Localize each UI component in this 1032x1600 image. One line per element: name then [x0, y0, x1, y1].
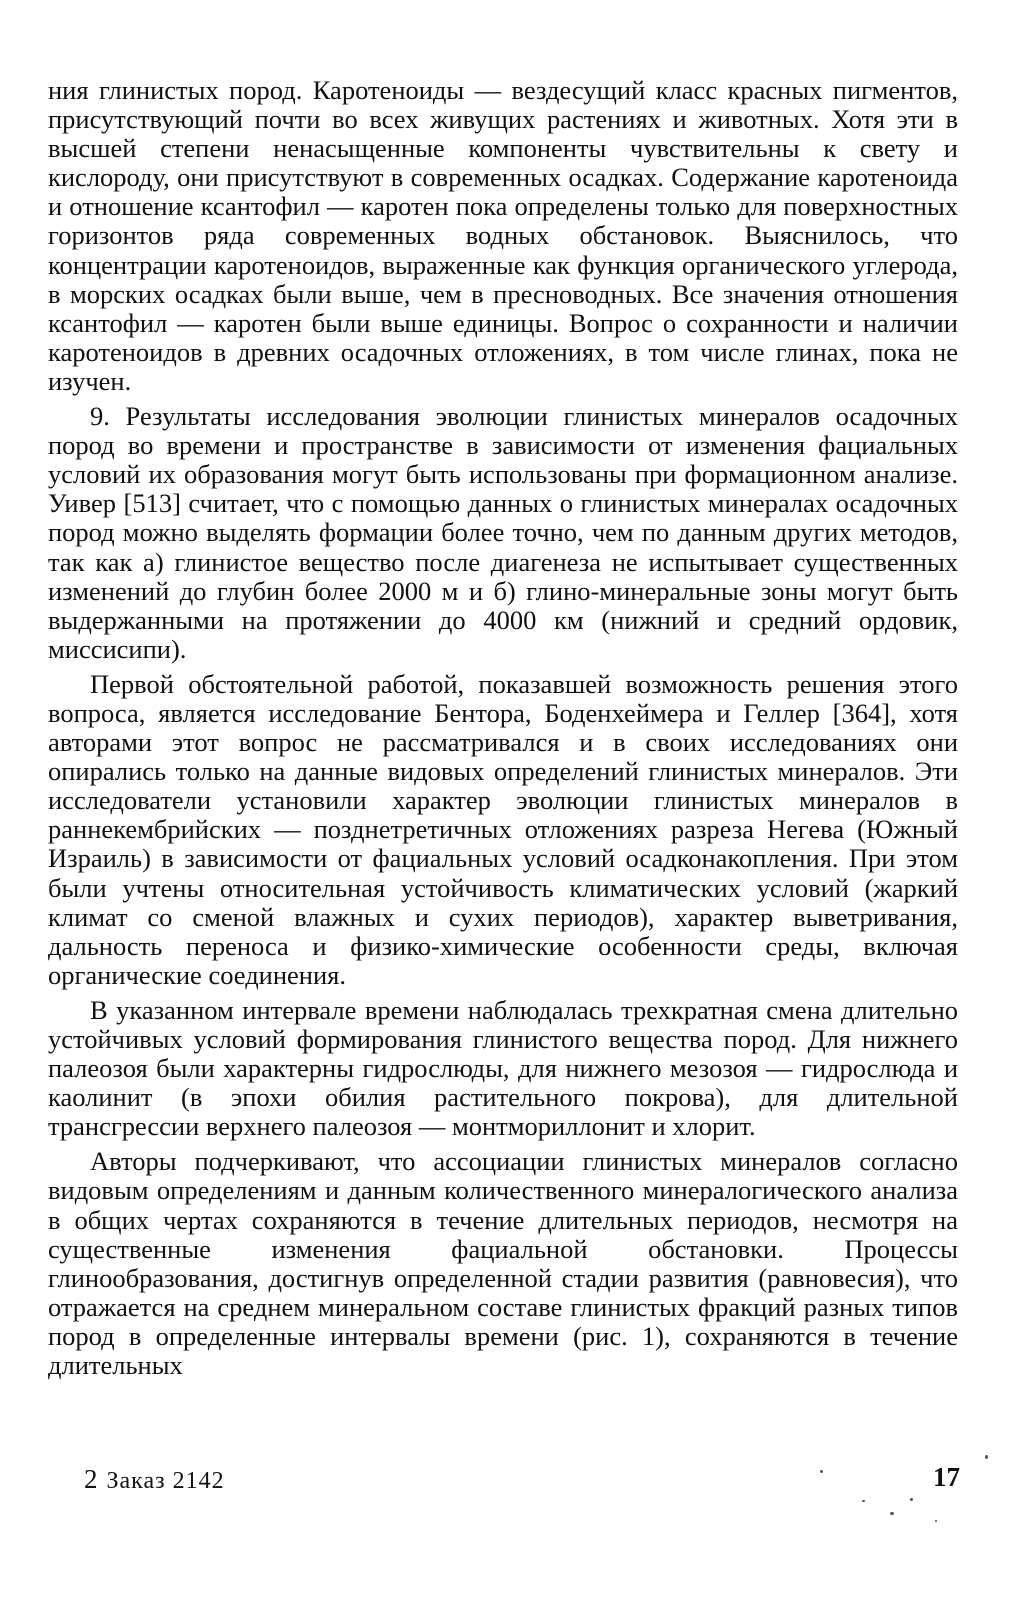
paragraph-2: 9. Результаты исследования эволюции глинистых минералов осадочных пород во времени и пространстве в зависимости от изменения фациальных условий их образования могут быть использованы при формационном анализе. Уивер [513] считает, что с помощью данных о глинистых минералах осадочных пород можно выделять формации более точно, чем по данным других методов, так как а) глинистое вещество после диагенеза не испытывает существенных изменений до глубин более 2000 м и б) глино-минеральные зоны могут быть выдержанными на протяжении до 4000 км (нижний и средний ордовик, миссисипи).: [48, 401, 958, 664]
paragraph-4: В указанном интервале времени наблюдалась трехкратная смена длительно устойчивых условий формирования глинистого вещества пород. Для нижнего палеозоя были характерны гидрослюды, для нижнего мезозоя — гидрослюда и каолинит (в эпохи обилия растительного покрова), для длительной трансгрессии верхнего палеозоя — монтмориллонит и хлорит.: [48, 994, 958, 1142]
scan-speck: [890, 1512, 894, 1515]
paragraph-1: ния глинистых пород. Каротеноиды — вездесущий класс красных пигментов, присутствующий почти во всех живущих растениях и животных. Хотя эти в высшей степени ненасыщенные компоненты чувствительны к свету и кислороду, они присутствуют в современных осадках. Содержание каротеноида и отношение ксантофил — каротен пока определены только для поверхностных горизонтов ряда современных водных обстановок. Выяснилось, что концентрации каротеноидов, выраженные как функция органического углерода, в морских осадках были выше, чем в пресноводных. Все значения отношения ксантофил — каротен были выше единицы. Вопрос о сохранности и наличии каротеноидов в древних осадочных отложениях, в том числе глинах, пока не изучен.: [48, 75, 958, 396]
signature-number: 2: [84, 1464, 99, 1494]
scan-speck: [985, 1455, 988, 1459]
scan-speck: [910, 1498, 913, 1501]
signature-text: Заказ 2142: [106, 1468, 225, 1494]
page-number: 17: [933, 1462, 960, 1492]
scan-speck: [862, 1500, 865, 1502]
printer-signature: [84, 1464, 225, 1495]
paragraph-5: Авторы подчеркивают, что ассоциации глинистых минералов согласно видовым определениям и данным количественного минералогического анализа в общих чертах сохраняются в течение длительных периодов, несмотря на существенные изменения фациальной обстановки. Процессы глинообразования, достигнув определенной стадии развития (равновесия), что отражается на среднем минеральном составе глинистых фракций разных типов пород в определенные интервалы времени (рис. 1), сохраняются в течение длительных: [48, 1146, 958, 1381]
scan-speck: [820, 1470, 823, 1473]
scan-speck: [935, 1520, 937, 1522]
paragraph-3: Первой обстоятельной работой, показавшей возможность решения этого вопроса, является исследование Бентора, Боденхеймера и Геллер [364], хотя авторами этот вопрос не рассматривался и в своих исследованиях они опирались только на данные видовых определений глинистых минералов. Эти исследователи установили характер эволюции глинистых минералов в раннекембрийских — позднетретичных отложениях разреза Негева (Южный Израиль) в зависимости от фациальных условий осадконакопления. При этом были учтены относительная устойчивость климатических условий (жаркий климат со сменой влажных и сухих периодов), характер выветривания, дальность переноса и физико-химические особенности среды, включая органические соединения.: [48, 668, 958, 990]
page-body: [48, 76, 958, 1380]
page-footer: [84, 1462, 964, 1498]
